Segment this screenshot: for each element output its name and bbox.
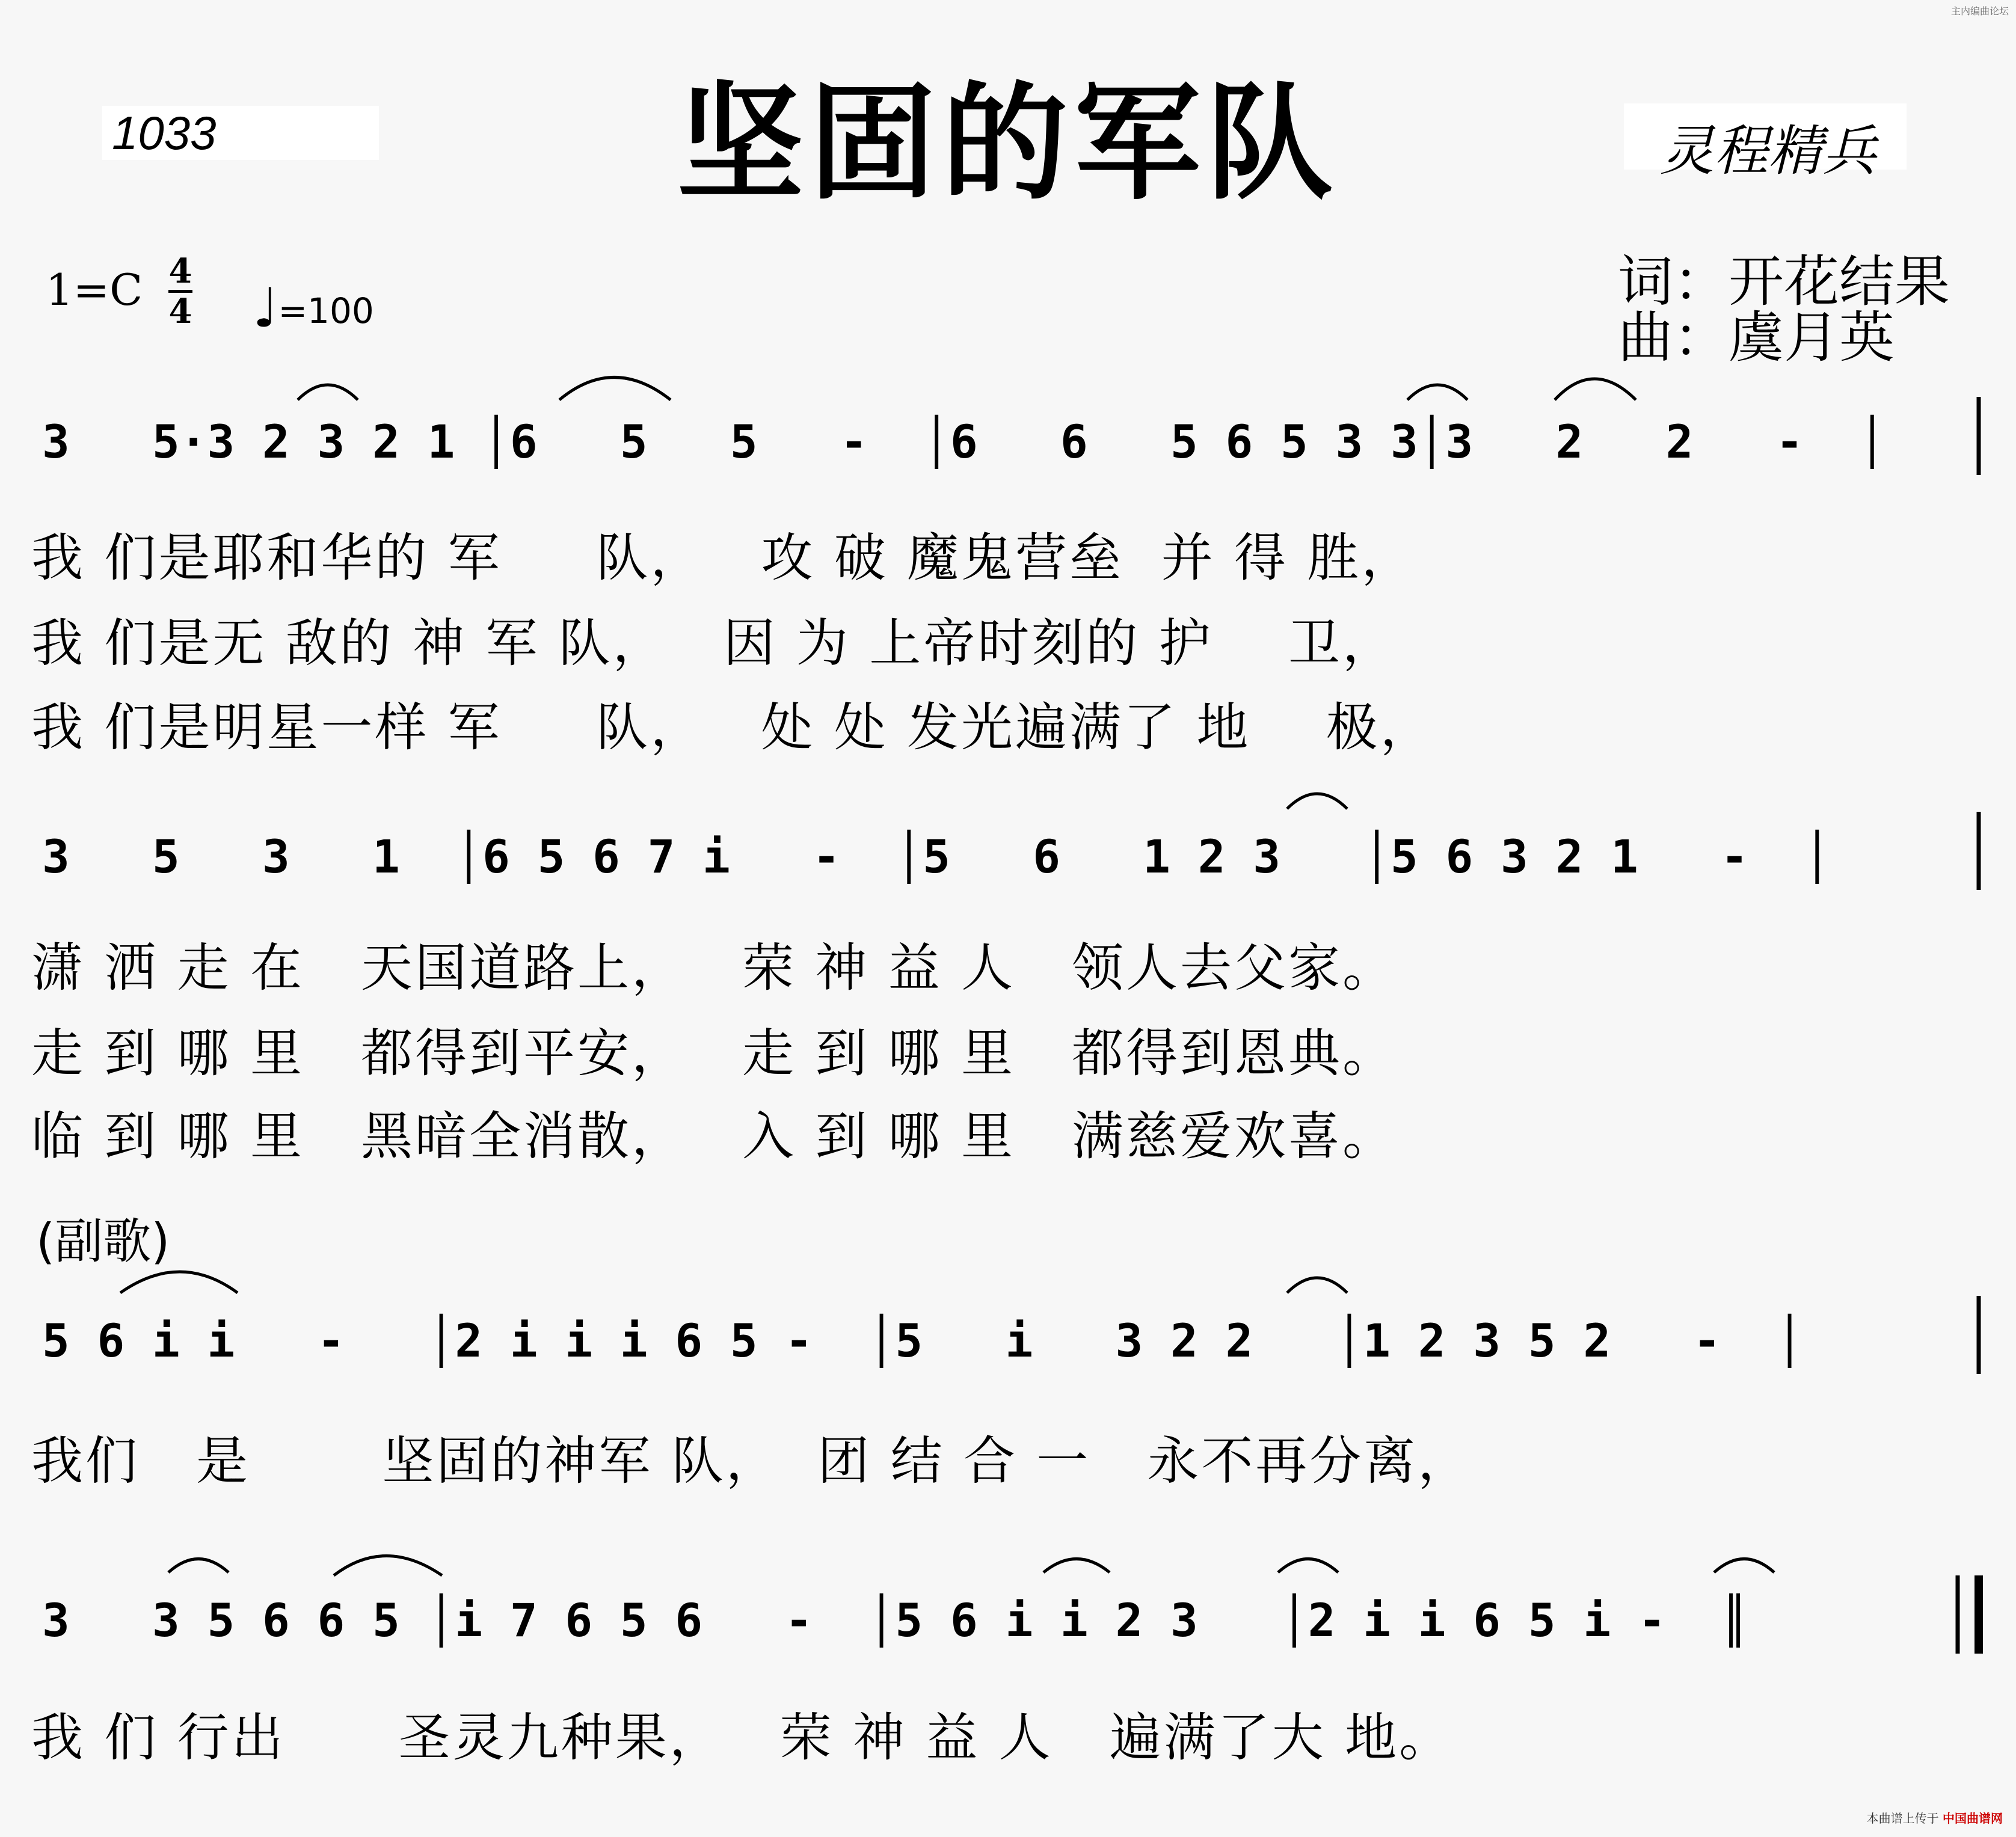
lyric-line-3-1: 我们 是 坚固的神军 队， 团 结 合 一 永不再分离， <box>31 1431 1472 1491</box>
chorus-label: (副歌) <box>36 1213 170 1269</box>
watermark-top: 主内编曲论坛 <box>1950 5 2009 17</box>
slur-mark <box>298 385 358 400</box>
notation-line-4: 3 3 5 6 6 5 │i 7 6 5 6 - │5 6 i i 2 3 │2 i i 6 5 i - ║ <box>42 1593 1748 1647</box>
uploader-site[interactable]: 中国曲谱网 <box>1943 1811 2003 1826</box>
tempo-value: =100 <box>278 290 374 331</box>
lyric-line-4-1: 我 们 行出 圣灵九种果， 荣 神 益 人 遍满了大 地。 <box>31 1708 1454 1768</box>
subtitle: 灵程精兵 <box>1660 120 1876 183</box>
lyric-line-1-3: 我 们是明星一样 军 队， 处 处 发光遍满了 地 极， <box>31 698 1434 758</box>
slur-mark <box>168 1559 229 1573</box>
slur-mark <box>334 1556 442 1576</box>
catalog-number: 1033 <box>112 106 217 159</box>
lyric-line-2-3: 临 到 哪 里 黑暗全消散， 入 到 哪 里 满慈爱欢喜。 <box>31 1106 1397 1167</box>
slur-mark <box>1714 1559 1774 1573</box>
song-title: 坚固的军队 <box>677 70 1339 217</box>
slur-mark <box>1407 385 1467 400</box>
staff-end-bars <box>1958 397 1979 1654</box>
quarter-note-icon: ♩ <box>253 277 278 340</box>
slur-mark <box>1043 1559 1110 1573</box>
slur-mark <box>120 1272 238 1293</box>
slur-mark <box>559 378 671 400</box>
lyric-line-1-1: 我 们是耶和华的 军 队， 攻 破 魔鬼营垒 并 得 胜， <box>31 528 1416 588</box>
slur-mark <box>1278 1559 1338 1573</box>
slur-mark <box>1287 1278 1347 1293</box>
lyric-line-2-1: 潇 洒 走 在 天国道路上， 荣 神 益 人 领人去父家。 <box>31 938 1397 998</box>
lyricist-credit: 词：开花结果 <box>1618 250 1950 314</box>
notation-line-2: 3 5 3 1 │6 5 6 7 i - │5 6 1 2 3 │5 6 3 2 1 - │ <box>42 830 1831 883</box>
composer-credit: 曲：虞月英 <box>1618 305 1895 370</box>
key-signature: 1=C <box>46 265 143 315</box>
lyric-line-2-2: 走 到 哪 里 都得到平安， 走 到 哪 里 都得到恩典。 <box>31 1023 1397 1084</box>
slur-mark <box>1287 794 1347 809</box>
lyric-line-1-2: 我 们是无 敌的 神 军 队， 因 为 上帝时刻的 护 卫， <box>31 613 1397 673</box>
uploader-note <box>1867 1809 2003 1826</box>
uploader-text: 本曲谱上传于 <box>1866 1811 1939 1826</box>
time-signature-bottom: 4 <box>168 292 192 331</box>
notation-line-3: 5 6 i i - │2 i i i 6 5 - │5 i 3 2 2 │1 2 3 5 2 - │ <box>42 1314 1804 1367</box>
time-signature-top: 4 <box>168 251 192 291</box>
notation-line-1: 3 5·3 2 3 2 1 │6 5 5 - │6 6 5 6 5 3 3│3 2 2 - │ <box>42 415 1886 468</box>
slur-mark <box>1555 379 1636 400</box>
